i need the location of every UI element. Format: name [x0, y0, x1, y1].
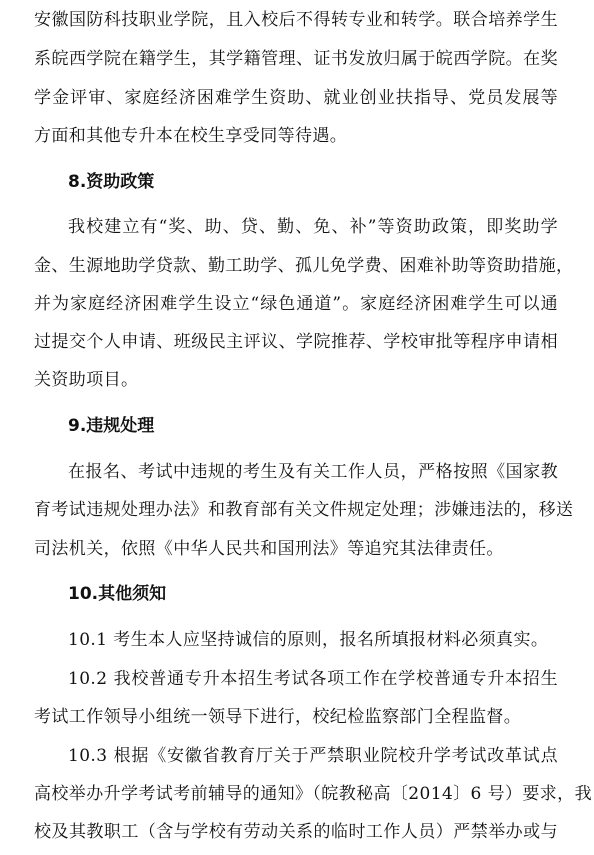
section-heading: 9.违规处理 — [68, 416, 155, 436]
paragraph-line: 学金评审、家庭经济困难学生资助、就业创业扶指导、党员发展等 — [34, 88, 558, 108]
paragraph-line: 育考试违规处理办法》和教育部有关文件规定处理；涉嫌违法的，移送 — [34, 500, 574, 520]
paragraph-line: 安徽国防科技职业学院，且入校后不得转专业和转学。联合培养学生 — [34, 10, 558, 30]
paragraph-line: 10.3 根据《安徽省教育厅关于严禁职业院校升学考试改革试点 — [68, 746, 558, 766]
paragraph-line: 系皖西学院在籍学生，其学籍管理、证书发放归属于皖西学院。在奖 — [34, 49, 558, 69]
paragraph-line: 并为家庭经济困难学生设立“绿色通道”。家庭经济困难学生可以通 — [34, 294, 558, 314]
paragraph-line: 金、生源地助学贷款、勤工助学、孤儿免学费、困难补助等资助措施， — [34, 256, 574, 276]
paragraph-line: 高校举办升学考试考前辅导的通知》（皖教秘高〔2014〕6 号）要求，我 — [34, 784, 592, 804]
section-heading: 10.其他须知 — [68, 584, 167, 604]
paragraph-line: 方面和其他专升本在校生享受同等待遇。 — [34, 126, 348, 146]
paragraph-line: 司法机关，依照《中华人民共和国刑法》等追究其法律责任。 — [34, 539, 504, 559]
paragraph-line: 我校建立有“奖、助、贷、勤、免、补”等资助政策，即奖助学 — [68, 217, 558, 237]
paragraph-line: 校及其教职工（含与学校有劳动关系的临时工作人员）严禁举办或与 — [34, 822, 558, 842]
section-heading: 8.资助政策 — [68, 172, 155, 192]
paragraph-line: 在报名、考试中违规的考生及有关工作人员，严格按照《国家教 — [68, 462, 558, 482]
paragraph-line: 考试工作领导小组统一领导下进行，校纪检监察部门全程监督。 — [34, 707, 522, 727]
paragraph-line: 10.1 考生本人应坚持诚信的原则，报名所填报材料必须真实。 — [68, 630, 549, 650]
paragraph-line: 过提交个人申请、班级民主评议、学院推荐、学校审批等程序申请相 — [34, 332, 558, 352]
paragraph-line: 关资助项目。 — [34, 370, 139, 390]
paragraph-line: 10.2 我校普通专升本招生考试各项工作在学校普通专升本招生 — [68, 669, 558, 689]
